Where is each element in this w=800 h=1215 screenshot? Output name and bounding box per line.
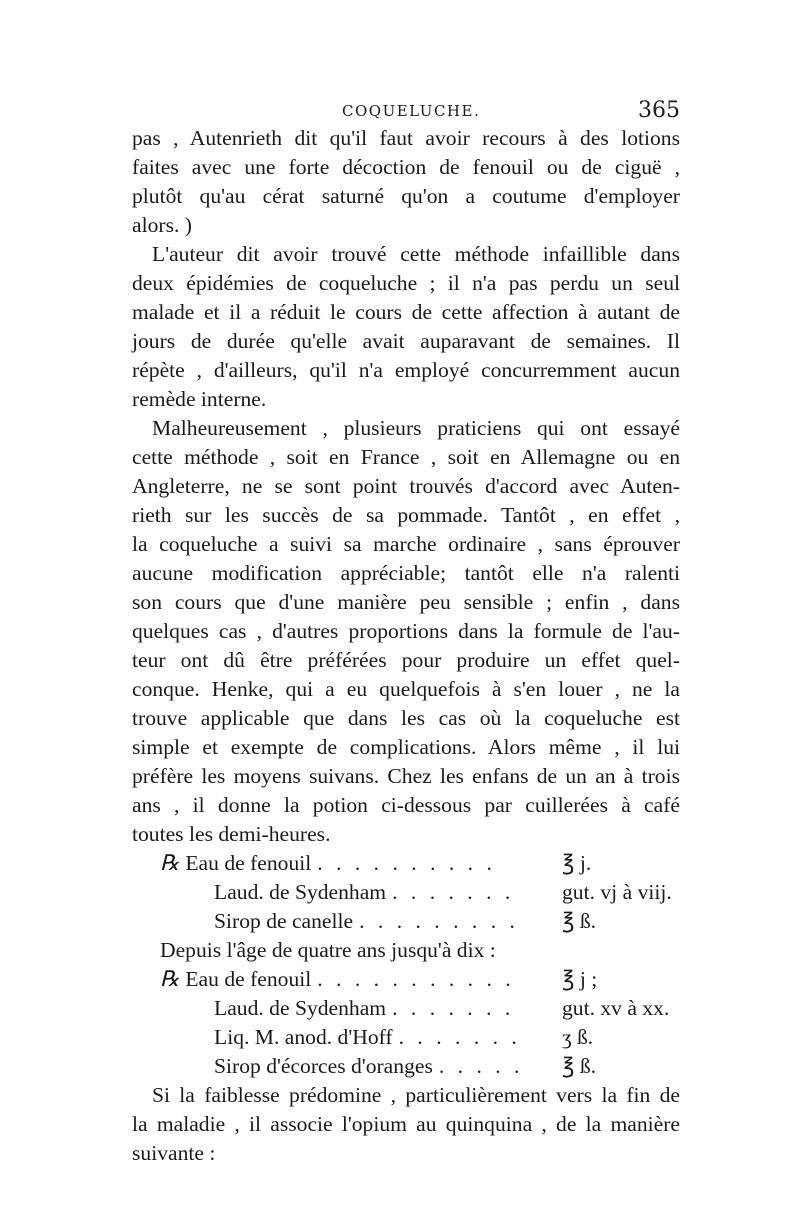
text-line: pas , Autenrieth dit qu'il faut avoir recours à des lotions bbox=[132, 126, 680, 150]
text-line: rieth sur les succès de sa pommade. Tantôt , en effet , bbox=[132, 503, 680, 527]
text-line: suivante : bbox=[132, 1141, 216, 1165]
text-line: malade et il a réduit le cours de cette affection à autant de bbox=[132, 300, 680, 324]
text-line: deux épidémies de coqueluche ; il n'a pas perdu un seul bbox=[132, 271, 680, 295]
recipe-line bbox=[132, 1052, 680, 1081]
recipe-line bbox=[132, 1023, 680, 1052]
body-text bbox=[132, 124, 680, 1168]
ingredient-dose: ℥ ß. bbox=[562, 1054, 597, 1078]
ingredient-name: Sirop d'écorces d'oranges bbox=[214, 1054, 433, 1078]
leader-dots: . . . . . . . bbox=[392, 880, 515, 904]
text-line: toutes les demi-heures. bbox=[132, 822, 331, 846]
text-line: quelques cas , d'autres proportions dans la formule de l'au- bbox=[132, 619, 680, 643]
text-line: remède interne. bbox=[132, 387, 267, 411]
text-line: cette méthode , soit en France , soit en Allemagne ou en bbox=[132, 445, 680, 469]
recipe-2 bbox=[132, 965, 680, 1081]
leader-dots: . . . . . . . bbox=[398, 1025, 521, 1049]
recipe-line bbox=[132, 849, 680, 878]
leader-dots: . . . . . . . . . . . bbox=[317, 967, 515, 991]
text-line: ans , il donne la potion ci-dessous par cuillerées à café bbox=[132, 793, 680, 817]
paragraph-2 bbox=[132, 240, 680, 414]
ingredient-name: Sirop de canelle bbox=[214, 909, 354, 933]
text-line: la coqueluche a suivi sa marche ordinaire , sans éprouver bbox=[132, 532, 680, 556]
text-line: Depuis l'âge de quatre ans jusqu'à dix : bbox=[160, 938, 496, 962]
paragraph-3 bbox=[132, 414, 680, 849]
ingredient-name: Liq. M. anod. d'Hoff bbox=[214, 1025, 393, 1049]
leader-dots: . . . . . . . bbox=[392, 996, 515, 1020]
text-line: la maladie , il associe l'opium au quinquina , de la manière bbox=[132, 1112, 680, 1136]
ingredient-name: Laud. de Sydenham bbox=[214, 880, 387, 904]
text-line: simple et exempte de complications. Alors même , il lui bbox=[132, 735, 680, 759]
recipe-symbol: ℞ bbox=[160, 967, 180, 991]
paragraph-4 bbox=[132, 1081, 680, 1168]
text-line: faites avec une forte décoction de fenouil ou de ciguë , bbox=[132, 155, 680, 179]
text-line: Si la faiblesse prédomine , particulièrement vers la fin de bbox=[152, 1083, 680, 1107]
leader-dots: . . . . . bbox=[438, 1054, 524, 1078]
paragraph-1 bbox=[132, 124, 680, 240]
ingredient-dose: ℥ ß. bbox=[562, 909, 597, 933]
text-line: teur ont dû être préférées pour produire un effet quel- bbox=[132, 648, 680, 672]
text-line: Malheureusement , plusieurs praticiens qui ont essayé bbox=[152, 416, 680, 440]
text-line: L'auteur dit avoir trouvé cette méthode infaillible dans bbox=[152, 242, 680, 266]
text-line: alors. ) bbox=[132, 213, 192, 237]
text-line: plutôt qu'au cérat saturné qu'on a coutume d'employer bbox=[132, 184, 680, 208]
text-line: répète , d'ailleurs, qu'il n'a employé concurremment aucun bbox=[132, 358, 680, 382]
page-number: 365 bbox=[638, 98, 680, 123]
ingredient-name: Laud. de Sydenham bbox=[214, 996, 387, 1020]
recipe-1 bbox=[132, 849, 680, 936]
ingredient-dose: ʒ ß. bbox=[562, 1025, 594, 1049]
recipe-symbol: ℞ bbox=[160, 851, 180, 875]
leader-dots: . . . . . . . . . bbox=[359, 909, 519, 933]
ingredient-name: Eau de fenouil bbox=[185, 967, 312, 991]
leader-dots: . . . . . . . . . . bbox=[317, 851, 496, 875]
recipe-line bbox=[132, 907, 680, 936]
recipe-line bbox=[132, 965, 680, 994]
ingredient-name: Eau de fenouil bbox=[185, 851, 312, 875]
text-line: Angleterre, ne se sont point trouvés d'accord avec Auten- bbox=[132, 474, 680, 498]
text-line: trouve applicable que dans les cas où la coqueluche est bbox=[132, 706, 680, 730]
page-header bbox=[132, 98, 680, 124]
text-line: préfère les moyens suivans. Chez les enfans de un an à trois bbox=[132, 764, 680, 788]
text-line: son cours que d'une manière peu sensible ; enfin , dans bbox=[132, 590, 680, 614]
ingredient-dose: ℥ j ; bbox=[562, 967, 598, 991]
running-title: COQUELUCHE. bbox=[342, 102, 481, 120]
text-line: conque. Henke, qui a eu quelquefois à s'en louer , ne la bbox=[132, 677, 680, 701]
ingredient-dose: gut. vj à viij. bbox=[562, 880, 672, 904]
recipe-line bbox=[132, 878, 680, 907]
text-line: jours de durée qu'elle avait auparavant de semaines. Il bbox=[132, 329, 680, 353]
recipe-line bbox=[132, 994, 680, 1023]
ingredient-dose: gut. xv à xx. bbox=[562, 996, 670, 1020]
text-line: aucune modification appréciable; tantôt elle n'a ralenti bbox=[132, 561, 680, 585]
ingredient-dose: ℥ j. bbox=[562, 851, 592, 875]
